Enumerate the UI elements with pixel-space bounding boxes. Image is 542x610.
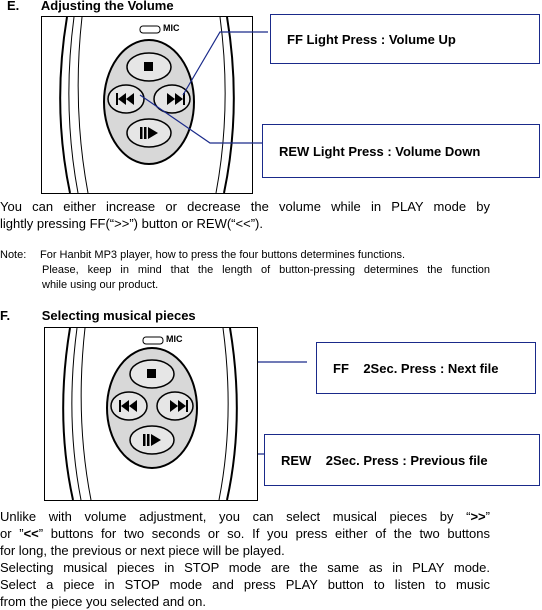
- note-line3: while using our product.: [42, 279, 159, 291]
- callout-rew-volume-down: [262, 124, 540, 178]
- callout-rew-volume-down-text: REW Light Press : Volume Down: [279, 143, 481, 159]
- section-e-letter: E.: [7, 0, 20, 13]
- note-line1: For Hanbit MP3 player, how to press the four buttons determines functions.: [40, 249, 406, 261]
- callout-rew-previous-file: [264, 434, 540, 486]
- callout-ff-next-file-text: FF 2Sec. Press : Next file: [333, 360, 499, 376]
- section-e-heading: [7, 0, 174, 13]
- select-paragraph-line4: Selecting musical pieces in STOP mode are the same as in PLAY mode.: [0, 560, 490, 575]
- note-line2: Please, keep in mind that the length of button-pressing determines the function: [42, 264, 490, 276]
- volume-paragraph-line1: You can either increase or decrease the volume while in PLAY mode by: [0, 199, 490, 214]
- mp3-player-illustration: [42, 17, 252, 193]
- device-figure-select: [44, 327, 258, 501]
- note-label: Note:: [0, 249, 27, 261]
- select-paragraph-line1: Unlike with volume adjustment, you can select musical pieces by “>>”: [0, 509, 490, 524]
- mic-label-2: MIC: [166, 334, 183, 344]
- select-paragraph-line5: Select a piece in STOP mode and press PLAY button to listen to music: [0, 577, 490, 592]
- section-f-letter: F.: [0, 308, 11, 323]
- select-paragraph-line3: for long, the previous or next piece will be played.: [0, 543, 285, 558]
- callout-ff-volume-up: [270, 14, 540, 64]
- section-f-heading: [0, 308, 196, 323]
- section-f-title: Selecting musical pieces: [41, 308, 196, 323]
- select-paragraph: [0, 508, 490, 610]
- select-paragraph-line6: from the piece you selected and on.: [0, 594, 206, 609]
- mp3-player-illustration-2: [45, 328, 257, 500]
- note-block: [0, 248, 490, 293]
- select-paragraph-line2: or ”<<” buttons for two seconds or so. If you press either of the two buttons: [0, 526, 491, 541]
- section-e-title: Adjusting the Volume: [40, 0, 174, 13]
- volume-paragraph-line2: lightly pressing FF(“>>”) button or REW(“<<”).: [0, 216, 263, 231]
- device-figure-volume: [41, 16, 253, 194]
- callout-ff-volume-up-text: FF Light Press : Volume Up: [287, 31, 456, 47]
- mic-label: MIC: [163, 23, 180, 33]
- callout-ff-next-file: [316, 342, 536, 394]
- volume-paragraph: [0, 198, 490, 232]
- callout-rew-previous-file-text: REW 2Sec. Press : Previous file: [281, 452, 488, 468]
